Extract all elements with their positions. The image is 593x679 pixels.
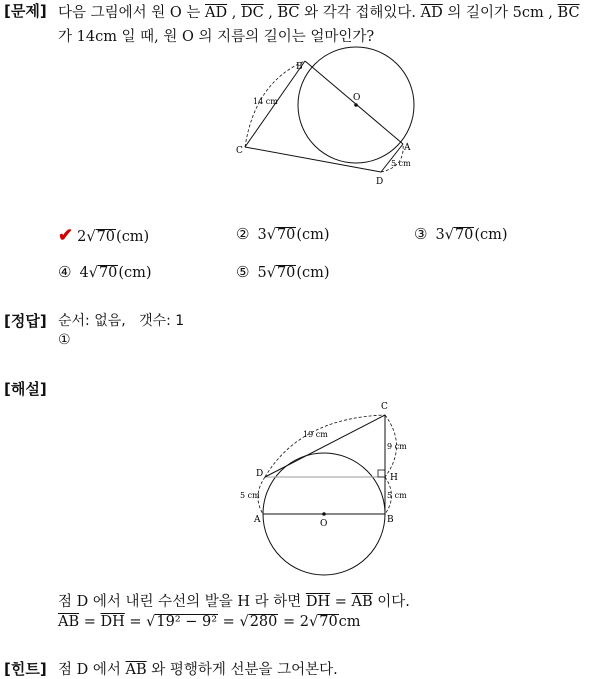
problem-text: 와 각각 접해있다.: [299, 5, 421, 21]
segment-ad: $\overline{AD}$: [420, 5, 443, 21]
choice-coef: 5: [257, 265, 267, 281]
radicand: 19² − 9²: [156, 614, 218, 630]
length-bc: 14 cm: [253, 97, 278, 106]
point-o: O: [320, 519, 328, 529]
choice-unit: (cm): [296, 265, 330, 281]
equals-sqrt: = √: [124, 614, 156, 630]
problem-line-2: 가 14cm 일 때, 원 O 의 지름의 길이는 얼마인가?: [58, 29, 375, 45]
explanation-text: 이다.: [372, 594, 410, 610]
choice-radicand: 70: [98, 265, 118, 281]
problem-figure: [225, 42, 425, 192]
segment-dc: $\overline{DC}$: [240, 5, 264, 21]
point-d: D: [376, 177, 384, 187]
explanation-figure: [230, 398, 420, 583]
explanation-label: [해설]: [4, 380, 47, 398]
choice-radicand: 70: [276, 227, 296, 243]
choice-5[interactable]: ⑤ 5√70(cm): [236, 263, 330, 281]
problem-line-1: [58, 1, 580, 22]
choice-radicand: 70: [454, 227, 474, 243]
separator: ,: [263, 5, 278, 21]
segment-ad: $\overline{AD}$: [205, 5, 228, 21]
choice-number: ②: [236, 225, 250, 243]
point-b: B: [296, 62, 303, 72]
equals-sqrt: = 2√: [278, 614, 319, 630]
point-a: A: [254, 515, 261, 525]
segment-dh: $\overline{DH}$: [100, 614, 125, 630]
point-o: O: [353, 93, 361, 103]
choice-1[interactable]: ✔ 2√70(cm): [58, 225, 150, 246]
explanation-line-2: [58, 614, 361, 631]
choice-coef: 4: [79, 265, 89, 281]
choice-unit: (cm): [474, 227, 508, 243]
hint-text: 점 D 에서: [58, 662, 126, 678]
choice-number: ⑤: [236, 263, 250, 281]
check-mark-icon: ✔: [58, 225, 74, 246]
segment-ab: $\overline{AB}$: [125, 662, 147, 678]
problem-text: 의 길이가 5cm ,: [442, 5, 558, 21]
point-a: A: [404, 143, 411, 153]
choice-coef: 2: [77, 229, 87, 245]
answer-line-1: 순서: 없음, 갯수: 1: [58, 313, 185, 329]
length-ch: 9 cm: [387, 442, 407, 451]
segment-ab: $\overline{AB}$: [58, 614, 80, 630]
choice-coef: 3: [435, 227, 445, 243]
answer-line-2: ①: [58, 332, 71, 348]
equals: =: [330, 594, 352, 610]
segment-ab: $\overline{AB}$: [351, 594, 373, 610]
point-c: C: [381, 402, 388, 412]
radicand: 70: [319, 614, 338, 630]
line-cd: [245, 147, 381, 172]
center-o: [322, 512, 326, 516]
choice-radicand: 70: [276, 265, 296, 281]
choice-4[interactable]: ④ 4√70(cm): [58, 263, 152, 281]
explanation-line-1: [58, 590, 410, 611]
radicand: 280: [249, 614, 278, 630]
segment-bc: $\overline{BC}$: [277, 5, 300, 21]
length-dc: 19 cm: [303, 430, 328, 439]
choice-2[interactable]: ② 3√70(cm): [236, 225, 330, 243]
length-ad: 5 cm: [391, 159, 411, 168]
unit: cm: [338, 614, 361, 630]
answer-label: [정답]: [4, 312, 47, 330]
point-d: D: [256, 469, 264, 479]
choice-3[interactable]: ③ 3√70(cm): [414, 225, 508, 243]
equals-sqrt: = √: [218, 614, 249, 630]
problem-label: [문제]: [4, 2, 47, 20]
choice-number: ③: [414, 225, 428, 243]
hint-line: [58, 658, 338, 679]
explanation-text: 점 D 에서 내린 수선의 발을 H 라 하면: [58, 594, 306, 610]
choice-number: ④: [58, 263, 72, 281]
choice-radicand: 70: [96, 229, 116, 245]
hint-label: [힌트]: [4, 660, 47, 678]
point-b: B: [387, 515, 394, 525]
choice-coef: 3: [257, 227, 267, 243]
center-o: [354, 103, 358, 107]
choice-unit: (cm): [116, 229, 150, 245]
equals: =: [79, 614, 101, 630]
point-h: H: [390, 473, 398, 483]
right-angle-mark: [378, 470, 385, 477]
problem-text: 다음 그림에서 원 O 는: [58, 5, 205, 21]
choice-unit: (cm): [118, 265, 152, 281]
length-ad: 5 cm: [240, 491, 260, 500]
separator: ,: [227, 5, 241, 21]
point-c: C: [236, 146, 243, 156]
length-hb: 5 cm: [387, 491, 407, 500]
segment-bc: $\overline{BC}$: [557, 5, 580, 21]
line-dc: [265, 415, 385, 477]
segment-dh: $\overline{DH}$: [305, 594, 331, 610]
choice-unit: (cm): [296, 227, 330, 243]
hint-text: 와 평행하게 선분을 그어본다.: [146, 662, 338, 678]
